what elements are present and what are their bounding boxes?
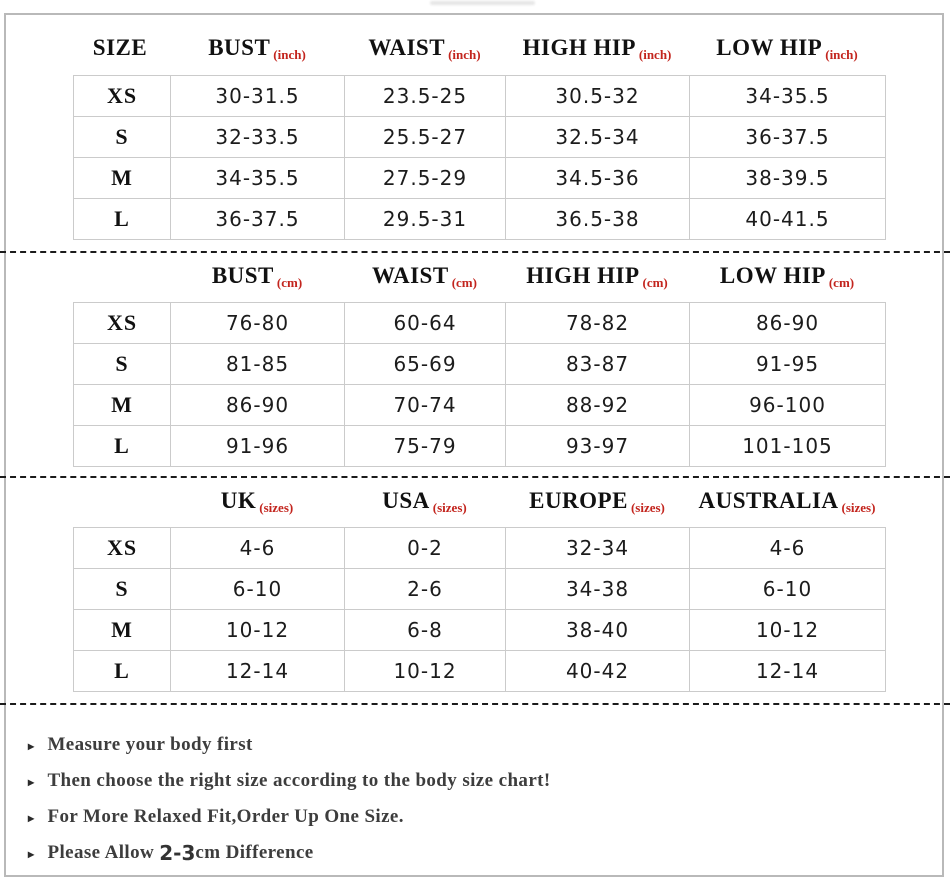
value-cell: 30-31.5 — [171, 76, 345, 117]
value-cell: 32.5-34 — [506, 117, 690, 158]
unit-label: (cm) — [828, 275, 855, 290]
section-divider — [0, 703, 950, 705]
cropped-text-remnant — [430, 1, 535, 5]
table-row — [74, 199, 886, 240]
value-cell: 38-39.5 — [690, 158, 886, 199]
bullet-triangle-icon: ▸ — [28, 774, 35, 789]
bullet-triangle-icon: ▸ — [28, 846, 35, 861]
value-cell: 101-105 — [690, 426, 886, 467]
note-text: Then choose the right size according to the body size chart! — [47, 770, 551, 791]
value-cell: 81-85 — [171, 344, 345, 385]
value-cell: 34-35.5 — [171, 158, 345, 199]
note-item — [28, 799, 551, 835]
table-row — [74, 569, 886, 610]
size-table-international — [73, 527, 886, 692]
unit-label: (sizes) — [841, 500, 876, 515]
size-cell: M — [74, 385, 171, 426]
size-cell: S — [74, 344, 171, 385]
value-cell: 86-90 — [690, 303, 886, 344]
size-cell: S — [74, 117, 171, 158]
size-table-cm — [73, 302, 886, 467]
unit-label: (cm) — [276, 275, 303, 290]
value-cell: 38-40 — [506, 610, 690, 651]
value-cell: 65-69 — [345, 344, 506, 385]
column-header-low-hip: LOW HIP (cm) — [719, 263, 855, 290]
note-text: Please Allow — [47, 842, 160, 863]
unit-label: (inch) — [825, 47, 858, 62]
value-cell: 12-14 — [690, 651, 886, 692]
note-text: cm Difference — [195, 842, 314, 863]
value-cell: 36.5-38 — [506, 199, 690, 240]
size-cell: XS — [74, 303, 171, 344]
column-header-bust: BUST (cm) — [211, 263, 303, 290]
value-cell: 6-10 — [171, 569, 345, 610]
unit-label: (inch) — [273, 47, 306, 62]
unit-label: (sizes) — [259, 500, 294, 515]
size-cell: L — [74, 426, 171, 467]
value-cell: 27.5-29 — [345, 158, 506, 199]
unit-label: (cm) — [642, 275, 668, 290]
column-header-usa: USA (sizes) — [382, 488, 467, 515]
note-highlight: 2-3 — [159, 841, 196, 865]
value-cell: 34-38 — [506, 569, 690, 610]
table-row — [74, 76, 886, 117]
value-cell: 40-41.5 — [690, 199, 886, 240]
column-header-low-hip: LOW HIP (inch) — [716, 35, 858, 62]
section-header-cm — [73, 258, 885, 294]
table-row — [74, 385, 886, 426]
note-item — [28, 727, 551, 763]
value-cell: 75-79 — [345, 426, 506, 467]
column-header-empty — [73, 483, 170, 519]
column-header-waist: WAIST (inch) — [368, 35, 481, 62]
size-cell: XS — [74, 76, 171, 117]
value-cell: 86-90 — [171, 385, 345, 426]
table-row — [74, 303, 886, 344]
table-row — [74, 158, 886, 199]
value-cell: 32-34 — [506, 528, 690, 569]
value-cell: 6-8 — [345, 610, 506, 651]
size-cell: L — [74, 651, 171, 692]
value-cell: 83-87 — [506, 344, 690, 385]
value-cell: 25.5-27 — [345, 117, 506, 158]
value-cell: 78-82 — [506, 303, 690, 344]
column-header-australia: AUSTRALIA (sizes) — [698, 488, 876, 515]
table-row — [74, 117, 886, 158]
notes-list — [28, 727, 551, 871]
bullet-triangle-icon: ▸ — [28, 810, 35, 825]
value-cell: 23.5-25 — [345, 76, 506, 117]
value-cell: 29.5-31 — [345, 199, 506, 240]
value-cell: 0-2 — [345, 528, 506, 569]
column-header-high-hip: HIGH HIP (inch) — [522, 35, 672, 62]
section-header-inches — [73, 30, 885, 66]
column-header-europe: EUROPE (sizes) — [529, 488, 665, 515]
value-cell: 12-14 — [171, 651, 345, 692]
table-row — [74, 651, 886, 692]
unit-label: (sizes) — [432, 500, 467, 515]
column-header-bust: BUST (inch) — [208, 35, 306, 62]
value-cell: 34.5-36 — [506, 158, 690, 199]
size-table-inches — [73, 75, 886, 240]
unit-label: (inch) — [638, 47, 672, 62]
size-cell: S — [74, 569, 171, 610]
value-cell: 2-6 — [345, 569, 506, 610]
table-row — [74, 610, 886, 651]
table-row — [74, 528, 886, 569]
value-cell: 36-37.5 — [690, 117, 886, 158]
value-cell: 4-6 — [171, 528, 345, 569]
value-cell: 6-10 — [690, 569, 886, 610]
table-row — [74, 344, 886, 385]
unit-label: (sizes) — [630, 500, 665, 515]
value-cell: 36-37.5 — [171, 199, 345, 240]
value-cell: 96-100 — [690, 385, 886, 426]
value-cell: 30.5-32 — [506, 76, 690, 117]
note-item — [28, 835, 551, 871]
bullet-triangle-icon: ▸ — [28, 738, 35, 753]
value-cell: 91-95 — [690, 344, 886, 385]
section-divider — [0, 476, 950, 478]
note-item — [28, 763, 551, 799]
section-header-international — [73, 483, 885, 519]
size-cell: XS — [74, 528, 171, 569]
value-cell: 40-42 — [506, 651, 690, 692]
value-cell: 70-74 — [345, 385, 506, 426]
value-cell: 4-6 — [690, 528, 886, 569]
size-cell: M — [74, 610, 171, 651]
section-divider — [0, 251, 950, 253]
column-header-high-hip: HIGH HIP (cm) — [526, 263, 668, 290]
value-cell: 10-12 — [345, 651, 506, 692]
value-cell: 91-96 — [171, 426, 345, 467]
value-cell: 60-64 — [345, 303, 506, 344]
column-header-size: SIZE — [92, 35, 148, 60]
size-cell: M — [74, 158, 171, 199]
note-text: Measure your body first — [47, 734, 253, 755]
column-header-empty — [73, 258, 170, 294]
unit-label: (cm) — [451, 275, 477, 290]
value-cell: 34-35.5 — [690, 76, 886, 117]
note-text: For More Relaxed Fit,Order Up One Size. — [47, 806, 404, 827]
size-cell: L — [74, 199, 171, 240]
column-header-waist: WAIST (cm) — [372, 263, 477, 290]
value-cell: 88-92 — [506, 385, 690, 426]
value-cell: 10-12 — [171, 610, 345, 651]
column-header-uk: UK (sizes) — [220, 488, 294, 515]
value-cell: 93-97 — [506, 426, 690, 467]
unit-label: (inch) — [448, 47, 481, 62]
value-cell: 32-33.5 — [171, 117, 345, 158]
value-cell: 10-12 — [690, 610, 886, 651]
table-row — [74, 426, 886, 467]
value-cell: 76-80 — [171, 303, 345, 344]
